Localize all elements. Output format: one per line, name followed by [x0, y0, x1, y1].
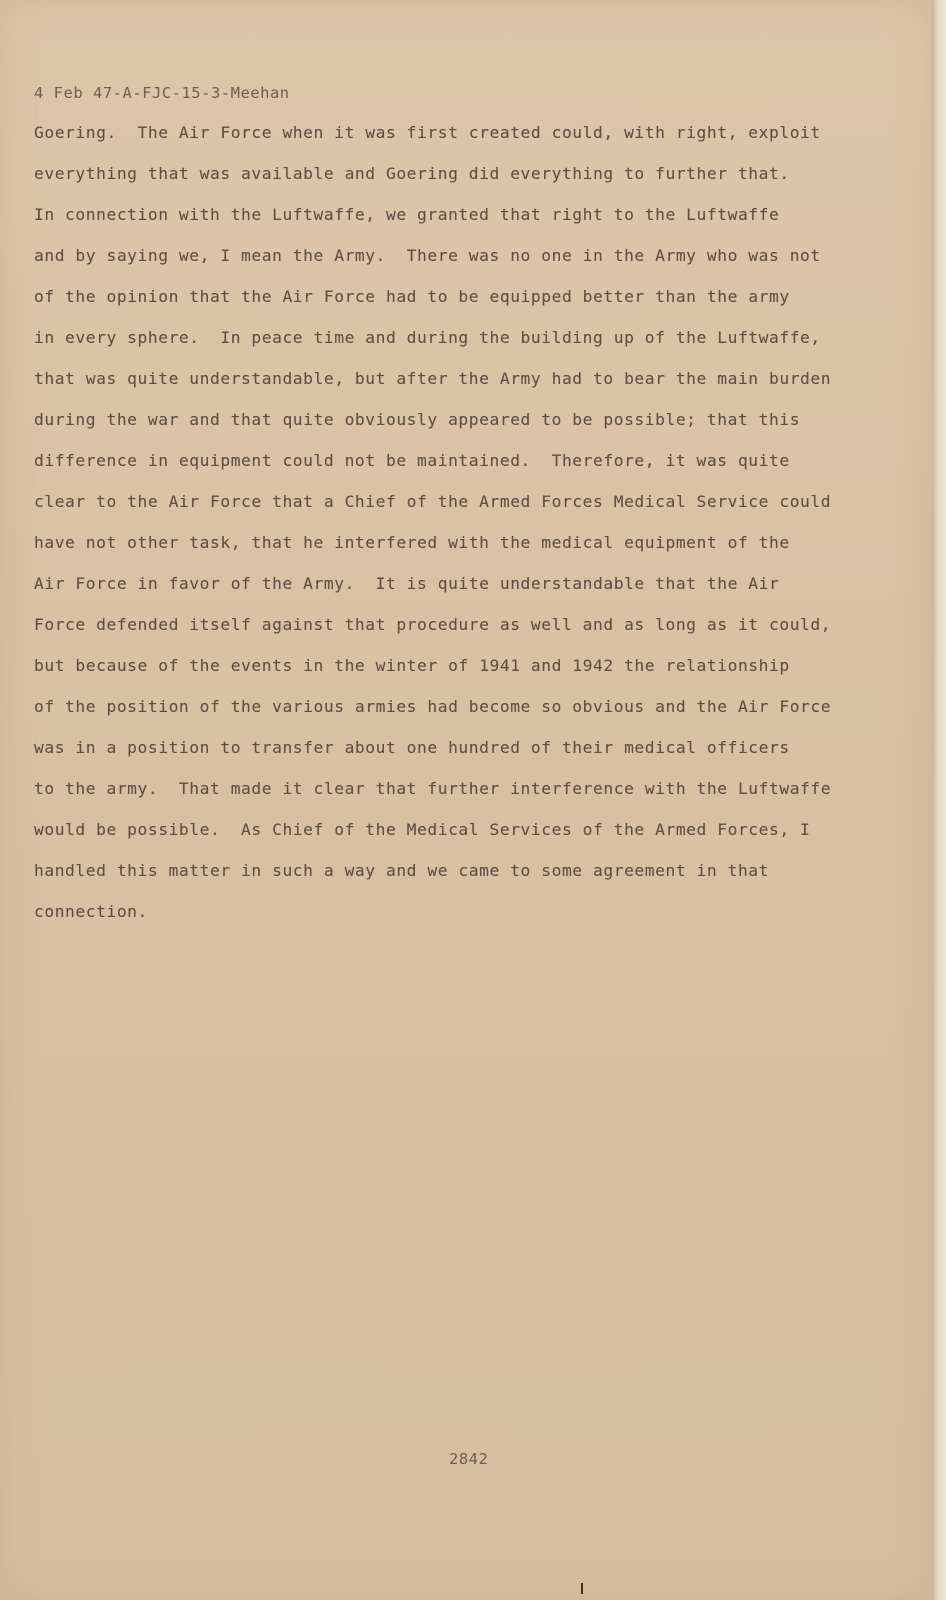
text-line: during the war and that quite obviously appeared to be possible; that this: [34, 410, 801, 429]
text-line: Air Force in favor of the Army. It is quite understandable that the Air: [34, 574, 780, 593]
page-edge: [932, 0, 946, 1600]
text-line: would be possible. As Chief of the Medical Services of the Armed Forces, I: [34, 820, 811, 839]
text-line: Goering. The Air Force when it was first created could, with right, exploit: [34, 123, 821, 142]
text-line: of the opinion that the Air Force had to be equipped better than the army: [34, 287, 790, 306]
document-header: 4 Feb 47-A-FJC-15-3-Meehan: [34, 84, 290, 102]
page-number: 2842: [449, 1450, 489, 1468]
text-line: Force defended itself against that procedure as well and as long as it could,: [34, 615, 832, 634]
text-line: connection.: [34, 902, 148, 921]
text-line: In connection with the Luftwaffe, we granted that right to the Luftwaffe: [34, 205, 780, 224]
text-line: but because of the events in the winter of 1941 and 1942 the relationship: [34, 656, 790, 675]
text-line: difference in equipment could not be maintained. Therefore, it was quite: [34, 451, 790, 470]
text-line: of the position of the various armies had become so obvious and the Air Force: [34, 697, 832, 716]
text-line: and by saying we, I mean the Army. There was no one in the Army who was not: [34, 246, 821, 265]
text-line: handled this matter in such a way and we came to some agreement in that: [34, 861, 770, 880]
text-line: to the army. That made it clear that further interference with the Luftwaffe: [34, 779, 832, 798]
text-line: was in a position to transfer about one hundred of their medical officers: [34, 738, 790, 757]
paper-mark: [581, 1583, 583, 1594]
text-line: in every sphere. In peace time and during the building up of the Luftwaffe,: [34, 328, 821, 347]
text-line: that was quite understandable, but after the Army had to bear the main burden: [34, 369, 832, 388]
text-line: have not other task, that he interfered with the medical equipment of the: [34, 533, 790, 552]
document-body: [34, 121, 832, 941]
text-line: everything that was available and Goering did everything to further that.: [34, 164, 790, 183]
text-line: clear to the Air Force that a Chief of the Armed Forces Medical Service could: [34, 492, 832, 511]
